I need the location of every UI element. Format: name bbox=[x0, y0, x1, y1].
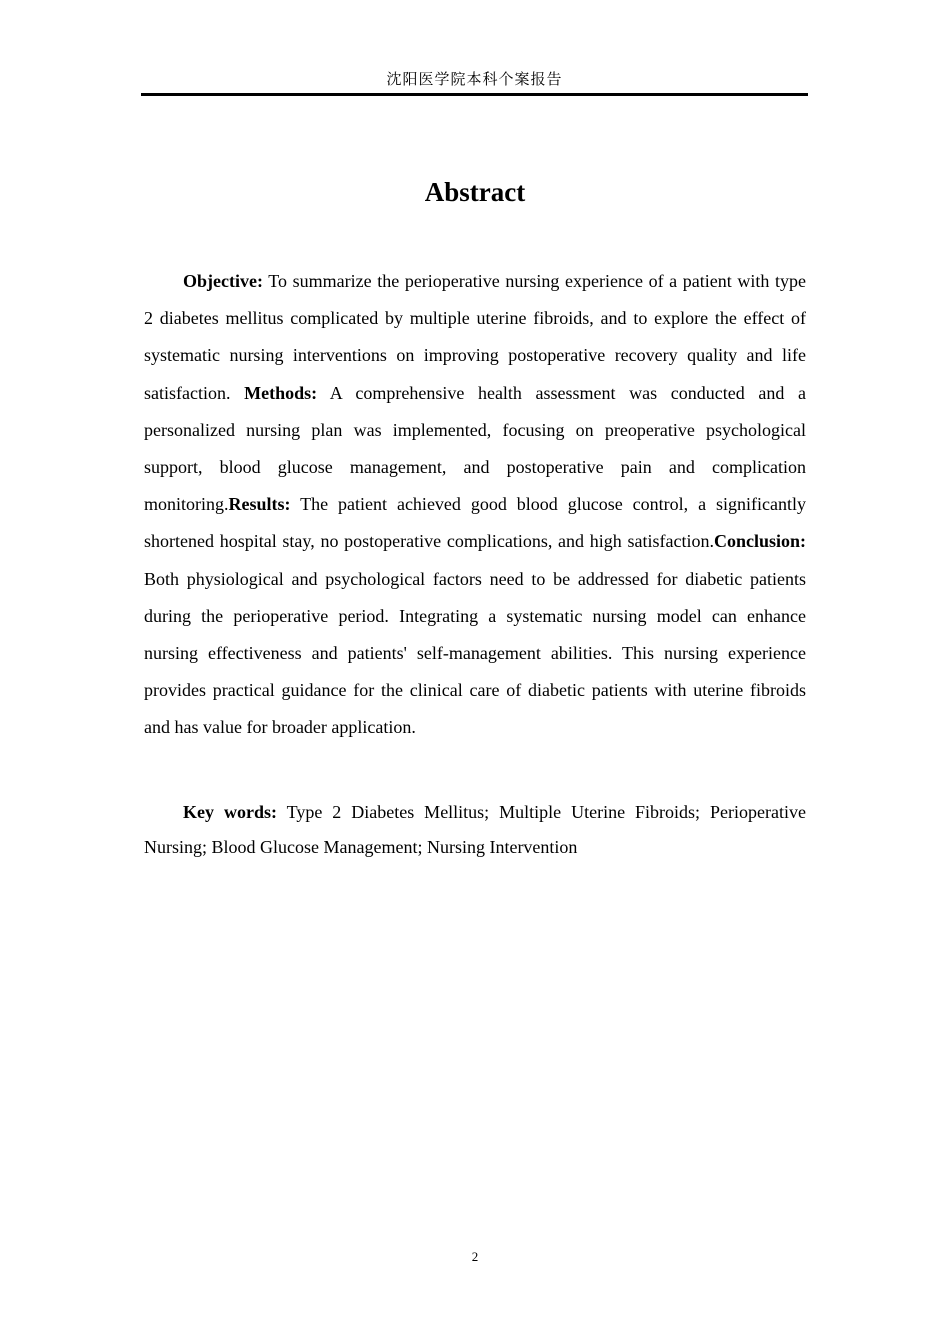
keywords-paragraph bbox=[144, 795, 806, 865]
results-text: The patient achieved good blood glucose control, a significantly shortened hospital stay, no postoperative complications, and high satisfaction. bbox=[144, 494, 806, 552]
results-label: Results: bbox=[228, 494, 291, 515]
page-header bbox=[141, 66, 808, 96]
keywords-text: Type 2 Diabetes Mellitus; Multiple Uterine Fibroids; Perioperative Nursing; Blood Glucose Management; Nursing Intervention bbox=[144, 802, 806, 857]
objective-label: Objective: bbox=[183, 271, 263, 291]
abstract-title: Abstract bbox=[424, 177, 526, 207]
objective-text: To summarize the perioperative nursing experience of a patient with type 2 diabetes mellitus complicated by multiple uterine fibroids, and to explore the effect of systematic nursing interventions on improving postoperative recovery quality and life satisfaction. bbox=[144, 271, 806, 403]
page-number: 2 bbox=[471, 1249, 479, 1264]
conclusion-text: Both physiological and psychological factors need to be addressed for diabetic patients during the perioperative period. Integrating a systematic nursing model can enhance nursing effectiveness and patients' self-management abilities. This nursing experience provides practical guidance for the clinical care of diabetic patients with uterine fibroids and has value for broader application. bbox=[144, 568, 806, 738]
header-divider bbox=[141, 93, 808, 96]
methods-label: Methods: bbox=[244, 382, 318, 403]
header-title: 沈阳医学院本科个案报告 bbox=[386, 70, 563, 88]
methods-text: A comprehensive health assessment was conducted and a personalized nursing plan was implemented, focusing on preoperative psychological support, blood glucose management, and postoperative pain and complication monitoring. bbox=[144, 382, 806, 515]
keywords-label: Key words: bbox=[183, 802, 277, 822]
abstract-body bbox=[144, 263, 806, 747]
conclusion-label: Conclusion: bbox=[713, 531, 806, 552]
